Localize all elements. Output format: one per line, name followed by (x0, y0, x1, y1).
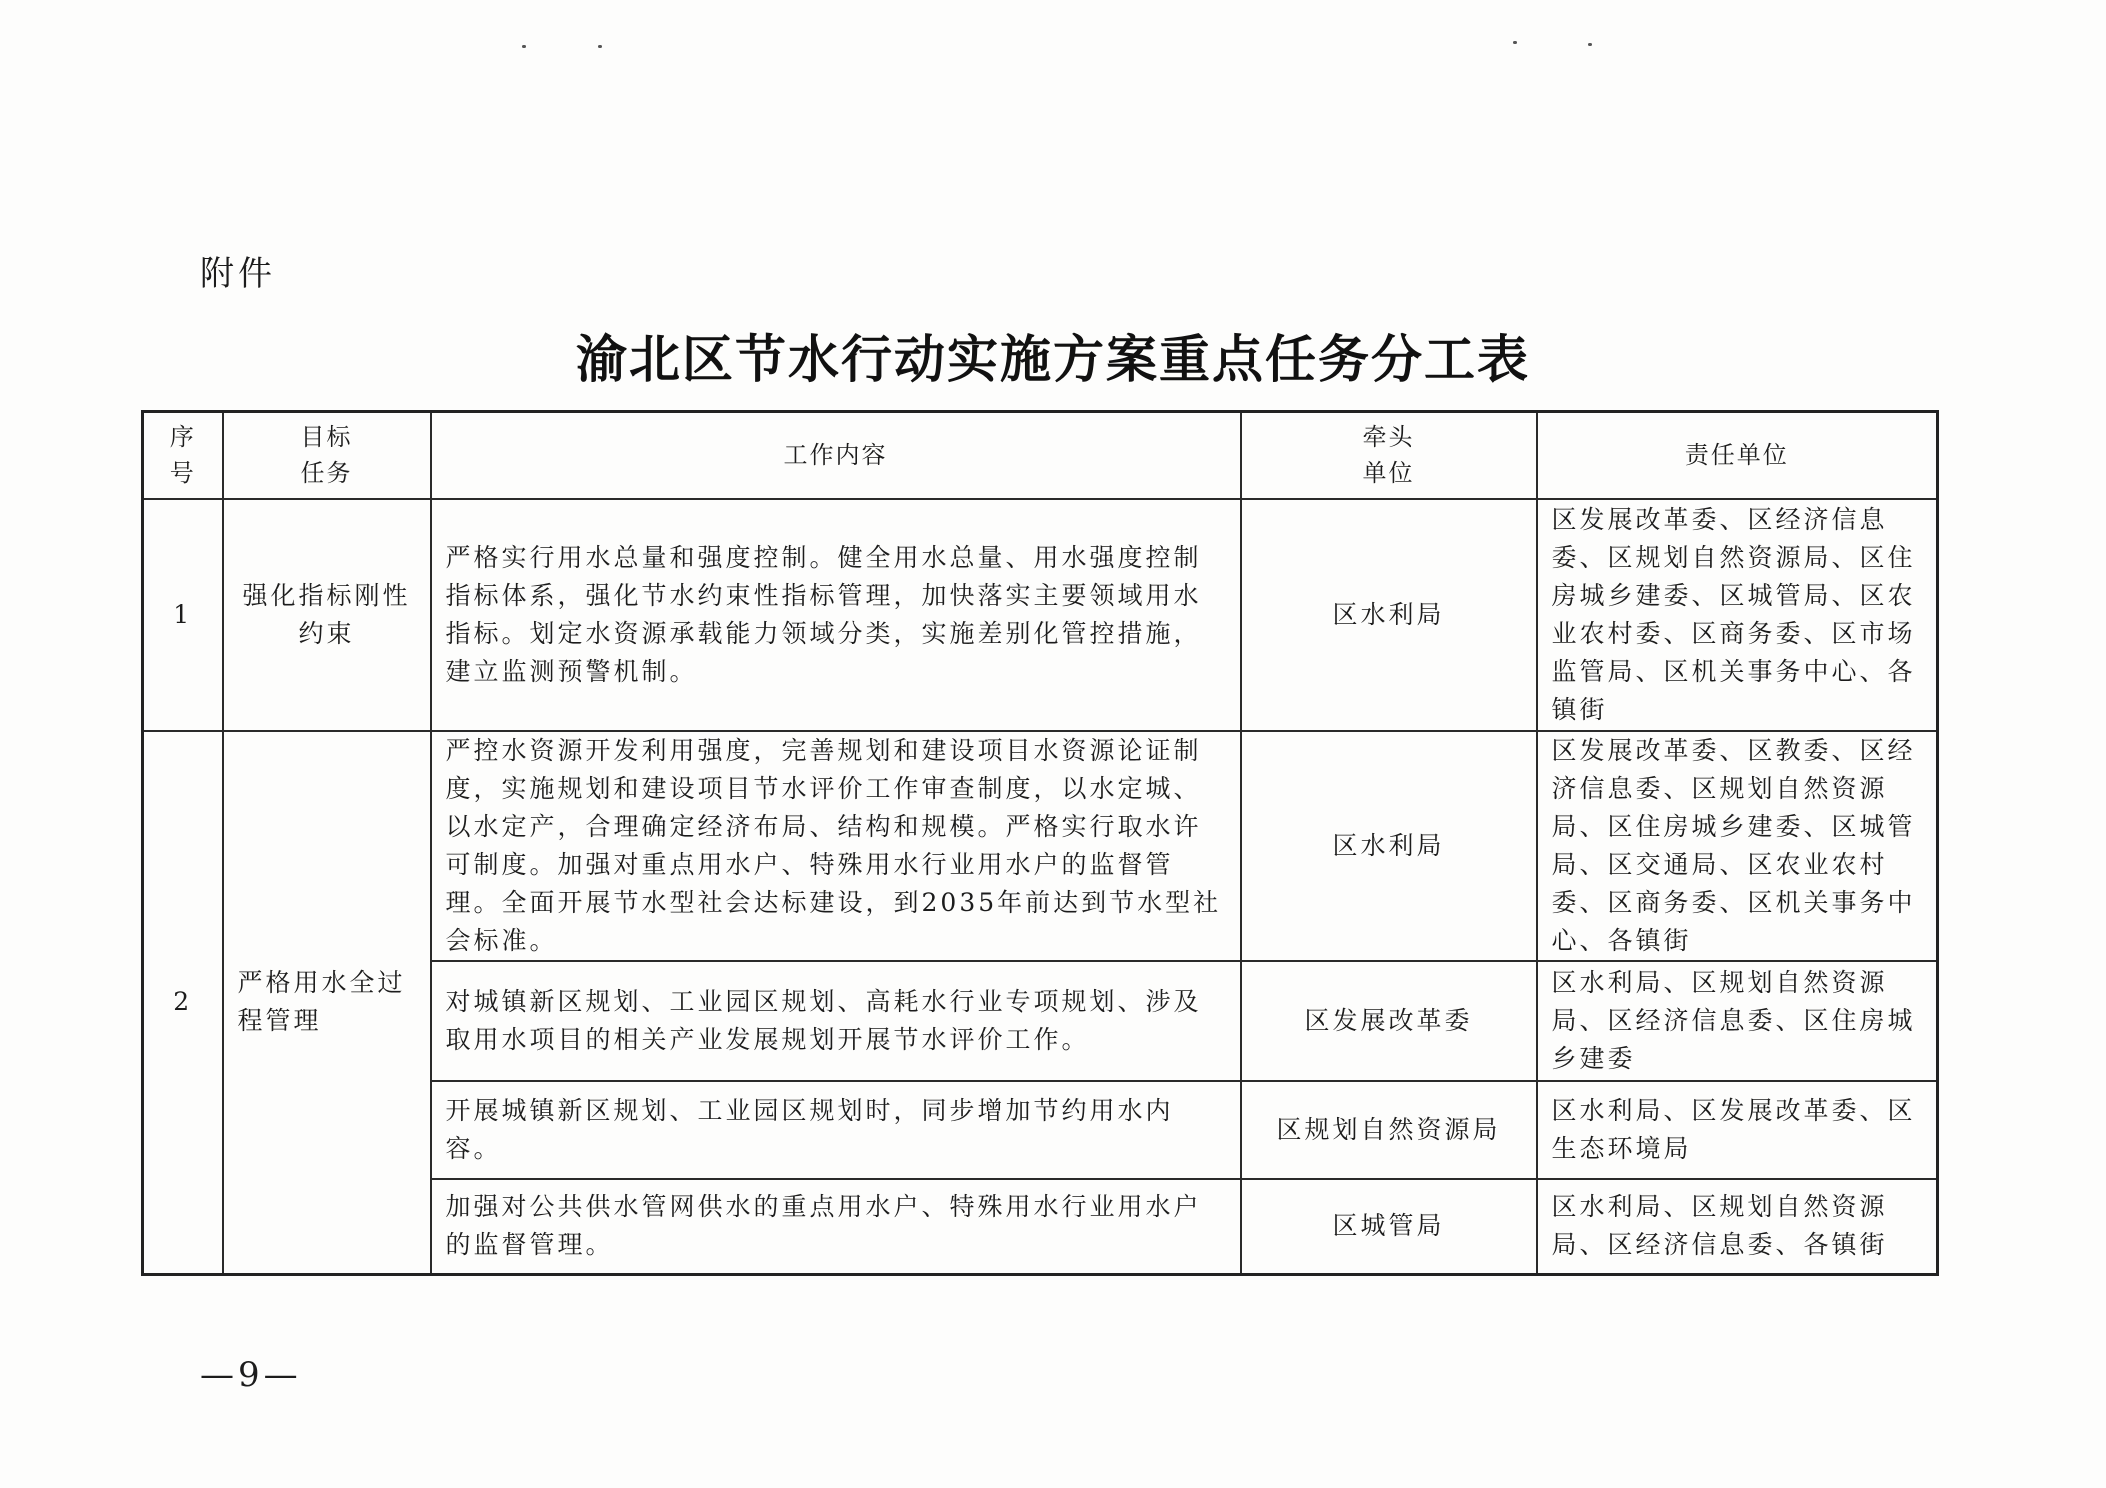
row-content: 加强对公共供水管网供水的重点用水户、特殊用水行业用水户的监督管理。 (431, 1179, 1241, 1275)
header-row (143, 412, 1938, 499)
row-lead: 区水利局 (1241, 499, 1537, 731)
row-responsible: 区水利局、区规划自然资源局、区经济信息委、区住房城乡建委 (1537, 961, 1938, 1081)
scan-speck (598, 45, 602, 48)
row-lead: 区水利局 (1241, 731, 1537, 961)
row-responsible: 区水利局、区规划自然资源局、区经济信息委、各镇街 (1537, 1179, 1938, 1275)
header-target-text: 目标任务 (300, 423, 353, 488)
page-number: —9— (200, 1355, 302, 1395)
row-seq: 2 (143, 731, 223, 1275)
row-content: 对城镇新区规划、工业园区规划、高耗水行业专项规划、涉及取用水项目的相关产业发展规划开展节水评价工作。 (431, 961, 1241, 1081)
row-seq: 1 (143, 499, 223, 731)
header-responsible: 责任单位 (1537, 412, 1938, 499)
scan-speck (1588, 43, 1592, 46)
header-seq: 序号 (143, 412, 223, 499)
row-content: 严格实行用水总量和强度控制。健全用水总量、用水强度控制指标体系，强化节水约束性指标管理，加快落实主要领域用水指标。划定水资源承载能力领域分类，实施差别化管控措施，建立监测预警机制。 (431, 499, 1241, 731)
row-lead: 区发展改革委 (1241, 961, 1537, 1081)
row-lead: 区城管局 (1241, 1179, 1537, 1275)
header-lead (1241, 412, 1537, 499)
row-content: 开展城镇新区规划、工业园区规划时，同步增加节约用水内容。 (431, 1081, 1241, 1179)
row-lead: 区规划自然资源局 (1241, 1081, 1537, 1179)
task-table (141, 410, 1939, 1276)
row-content: 严控水资源开发利用强度，完善规划和建设项目水资源论证制度，实施规划和建设项目节水评价工作审查制度，以水定城、以水定产，合理确定经济布局、结构和规模。严格实行取水许可制度。加强对重点用水户、特殊用水行业用水户的监督管理。全面开展节水型社会达标建设，到2035年前达到节水型社会标准。 (431, 731, 1241, 961)
document-title: 渝北区节水行动实施方案重点任务分工表 (575, 331, 1530, 390)
table-row (143, 731, 1938, 961)
row-responsible: 区水利局、区发展改革委、区生态环境局 (1537, 1081, 1938, 1179)
row-target: 强化指标刚性约束 (223, 499, 431, 731)
row-responsible: 区发展改革委、区经济信息委、区规划自然资源局、区住房城乡建委、区城管局、区农业农村委、区商务委、区市场监管局、区机关事务中心、各镇街 (1537, 499, 1938, 731)
table-row (143, 499, 1938, 731)
annex-label: 附件 (200, 254, 276, 294)
row-responsible: 区发展改革委、区教委、区经济信息委、区规划自然资源局、区住房城乡建委、区城管局、区交通局、区农业农村委、区商务委、区机关事务中心、各镇街 (1537, 731, 1938, 961)
header-lead-text: 牵头单位 (1362, 423, 1415, 488)
header-target (223, 412, 431, 499)
scan-speck (522, 45, 526, 48)
scan-speck (1513, 41, 1517, 44)
header-content: 工作内容 (431, 412, 1241, 499)
row-target: 严格用水全过程管理 (223, 731, 431, 1275)
